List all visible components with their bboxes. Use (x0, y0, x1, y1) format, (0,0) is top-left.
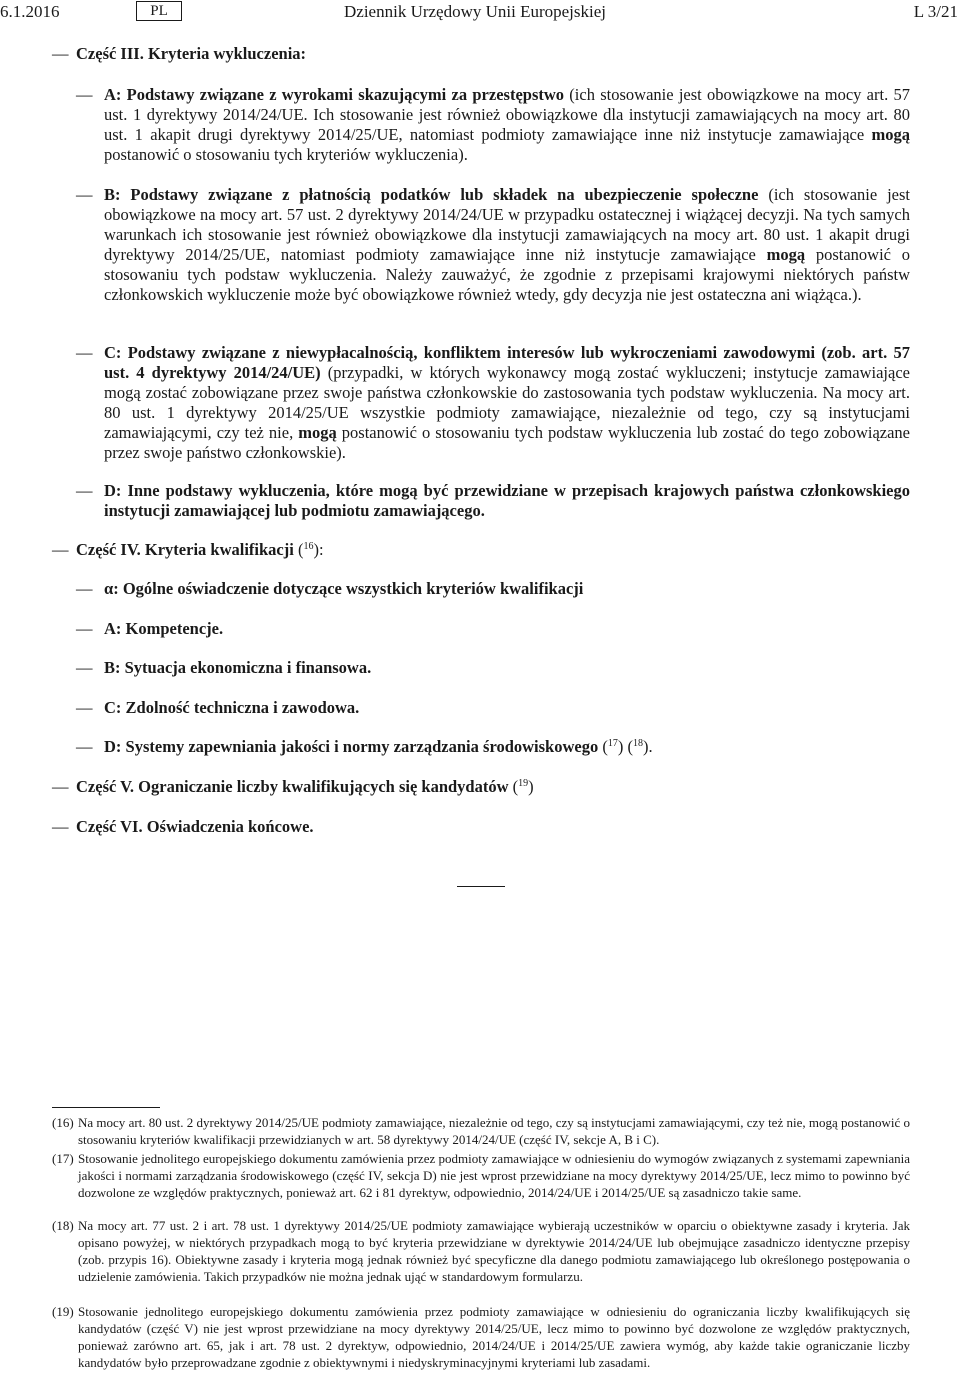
section-d4-title: D: Systemy zapewniania jakości i normy zarządzania środowiskowego (104, 737, 599, 756)
footnote-text: Stosowanie jednolitego europejskiego dokumentu zamówienia przez podmioty zamawiające w odniesieniu do ograniczania liczby kwalifikujących się kandydatów (część V) nie jest wprost przewidziane na mocy dyrektywy 2014/25/UE, lecz mimo to powinno być dozwolone ze względów praktycznych, ponieważ zarówno art. 65, jak i art. 78 ust. 2 dyrektyw, odpowiednio, 2014/24/UE i 2014/25/UE zawiera wymóg, aby każde takie ograniczanie liczby kandydatów było przeprowadzane zgodnie z obiektywnymi i niedyskryminacyjnymi kryteriami lub zasadami. (78, 1304, 910, 1370)
part-3-title: Część III. Kryteria wykluczenia: (76, 44, 307, 63)
dash: — (76, 343, 93, 362)
page-header (0, 0, 960, 24)
dash: — (52, 777, 69, 796)
section-a-emphasis: mogą (871, 125, 910, 144)
part-3-heading (52, 44, 932, 64)
section-c-text-1: (przypadki, w których wykonawcy mogą zostać wykluczeni; instytucje zamawiające mogą zostać zobowiązane przez swoje państwa członkowskie do zastosowania tych podstaw wykluczenia. Na mocy art. 80 ust. 1 dyrektywy 2014/25/UE wszystkie podmioty zamawiające, niezależnie od tego, czy są instytucjami zamawiającymi, czy też nie, (104, 363, 910, 442)
footnote-ref-16: 16 (303, 541, 314, 552)
dash: — (52, 817, 69, 836)
section-a-text-1: (ich stosowanie jest obowiązkowe na mocy art. 57 ust. 1 dyrektywy 2014/24/UE. Ich stosowanie jest również obowiązkowe dla instytucji zamawiających na mocy art. 80 ust. 1 akapit drugi dyrektywy 2014/25/UE, natomiast podmioty zamawiające inne niż instytucje zamawiające (104, 85, 910, 144)
section-b-text-2: postanowić o stosowaniu tych podstaw wykluczenia. Należy zauważyć, że zgodnie z przepisami krajowymi niektórych państw członkowskich wykluczenie może być obowiązkowe również wtedy, gdy decyzja nie jest ostateczna ani wiążąca.). (104, 245, 910, 304)
section-a-qualification (76, 619, 910, 639)
dash: — (76, 658, 93, 677)
section-d-qualification: — D: Systemy zapewniania jakości i normy zarządzania środowiskowego ($^{17}$) ($^{18}$). (76, 737, 653, 756)
section-a-title: A: Podstawy związane z wyrokami skazującymi za przestępstwo (104, 85, 565, 104)
dash: — (76, 619, 93, 638)
section-b-qualification (76, 658, 910, 678)
section-alpha-title: α: Ogólne oświadczenie dotyczące wszystkich kryteriów kwalifikacji (104, 579, 584, 598)
part-5-heading: — Część V. Ograniczanie liczby kwalifikujących się kandydatów ($^{19}$) (52, 777, 534, 796)
section-c-qualification (76, 698, 910, 718)
footnote-ref-18: 18 (632, 738, 643, 749)
section-c-text-2: postanowić o stosowaniu tych podstaw wykluczenia lub zostać do tego zobowiązane przez swoje państwo członkowskie). (104, 423, 910, 462)
section-c4-title: C: Zdolność techniczna i zawodowa. (104, 698, 360, 717)
dash: — (52, 540, 69, 559)
footnote-text: Na mocy art. 77 ust. 2 i art. 78 ust. 1 dyrektywy 2014/25/UE podmioty zamawiające wybierają uczestników w oparciu o obiektywne zasady i kryteria. Jak opisano powyżej, w niektórych przypadkach mogą to być kryteria przewidziane w dyrektywie 2014/24/UE lub obejmujące zasadniczo identyczne przepisy (zob. przypis 16). Obiektywne zasady i kryteria mogą jednak również być specyficzne dla danego podmiotu zamawiającego lub określonego postępowania o udzielenie zamówienia. Takich przypadków nie można jednak ująć w standardowym formularzu. (78, 1218, 910, 1284)
footnote-mark: (19) (52, 1304, 74, 1319)
section-c-title: C: Podstawy związane z niewypłacalnością, konfliktem interesów lub wykroczeniami zawodowymi (zob. art. 57 ust. 4 dyrektywy 2014/24/UE) (104, 343, 910, 382)
part-5-title: Część V. Ograniczanie liczby kwalifikujących się kandydatów (76, 777, 509, 796)
header-date: 6.1.2016 (0, 2, 60, 21)
footnote-19 (52, 1303, 910, 1371)
section-d-exclusion (76, 481, 910, 521)
section-b-text-1: (ich stosowanie jest obowiązkowe na mocy art. 57 ust. 2 dyrektywy 2014/24/UE w przypadku ostatecznej i wiążącej decyzji. Na tych samych warunkach ich stosowanie jest również obowiązkowe dla instytucji zamawiających na mocy art. 80 ust. 1 akapit drugi dyrektywy 2014/25/UE, natomiast podmioty zamawiające inne niż instytucje zamawiające (104, 185, 910, 264)
dash: — (76, 185, 93, 204)
part-6-title: Część VI. Oświadczenia końcowe. (76, 817, 314, 836)
section-b4-title: B: Sytuacja ekonomiczna i finansowa. (104, 658, 372, 677)
section-a-text-2: postanowić o stosowaniu tych kryteriów wykluczenia). (104, 145, 468, 164)
dash: — (76, 481, 93, 500)
footnote-ref-17: 17 (607, 738, 618, 749)
section-d-title: D: Inne podstawy wykluczenia, które mogą być przewidziane w przepisach krajowych państwa członkowskiego instytucji zamawiającej lub podmiotu zamawiającego. (104, 481, 910, 520)
header-language-box: PL (136, 1, 182, 21)
footnote-mark: (16) (52, 1115, 74, 1130)
header-journal-title: Dziennik Urzędowy Unii Europejskiej (344, 2, 607, 21)
footnote-17 (52, 1150, 910, 1201)
section-alpha-qualification (76, 579, 910, 599)
dash: — (52, 44, 69, 63)
dash: — (76, 579, 93, 598)
section-a4-title: A: Kompetencje. (104, 619, 224, 638)
footnote-text: Stosowanie jednolitego europejskiego dokumentu zamówienia przez podmioty zamawiające w odniesieniu do wymogów związanych z systemami zapewniania jakości i normami zarządzania środowiskowego (część IV, sekcja D) nie jest wprost przewidziane na mocy dyrektywy 2014/25/UE, lecz mimo to powinno być dozwolone ze względów praktycznych, ponieważ art. 62 i 81 dyrektyw, odpowiednio, 2014/24/UE i 2014/25/UE są zasadniczo takie same. (78, 1151, 910, 1200)
footnote-16 (52, 1114, 910, 1148)
footnote-separator (52, 1107, 160, 1108)
dash: — (76, 85, 93, 104)
section-end-rule (457, 886, 505, 887)
part-4-heading: — Część IV. Kryteria kwalifikacji ($^{16}$): (52, 540, 324, 559)
footnote-18 (52, 1217, 910, 1285)
footnote-mark: (18) (52, 1218, 74, 1233)
section-a-exclusion (76, 85, 910, 165)
part-6-heading (52, 817, 932, 837)
footnote-ref-19: 19 (518, 778, 529, 789)
section-c-emphasis: mogą (298, 423, 337, 442)
header-page-number: L 3/21 (913, 2, 958, 21)
footnote-mark: (17) (52, 1151, 74, 1166)
dash: — (76, 698, 93, 717)
part-4-title: Część IV. Kryteria kwalifikacji (76, 540, 294, 559)
section-b-emphasis: mogą (766, 245, 806, 264)
dash: — (76, 737, 93, 756)
section-c-exclusion (76, 343, 910, 463)
section-b-exclusion (76, 185, 910, 305)
section-b-title: B: Podstawy związane z płatnością podatków lub składek na ubezpieczenie społeczne (104, 185, 759, 204)
footnote-text: Na mocy art. 80 ust. 2 dyrektywy 2014/25/UE podmioty zamawiające, niezależnie od tego, czy są instytucjami zamawiającymi, czy też nie, mogą postanowić o stosowaniu kryteriów kwalifikacji przewidzianych w art. 58 dyrektywy 2014/24/UE (część IV, sekcje A, B i C). (78, 1115, 910, 1147)
